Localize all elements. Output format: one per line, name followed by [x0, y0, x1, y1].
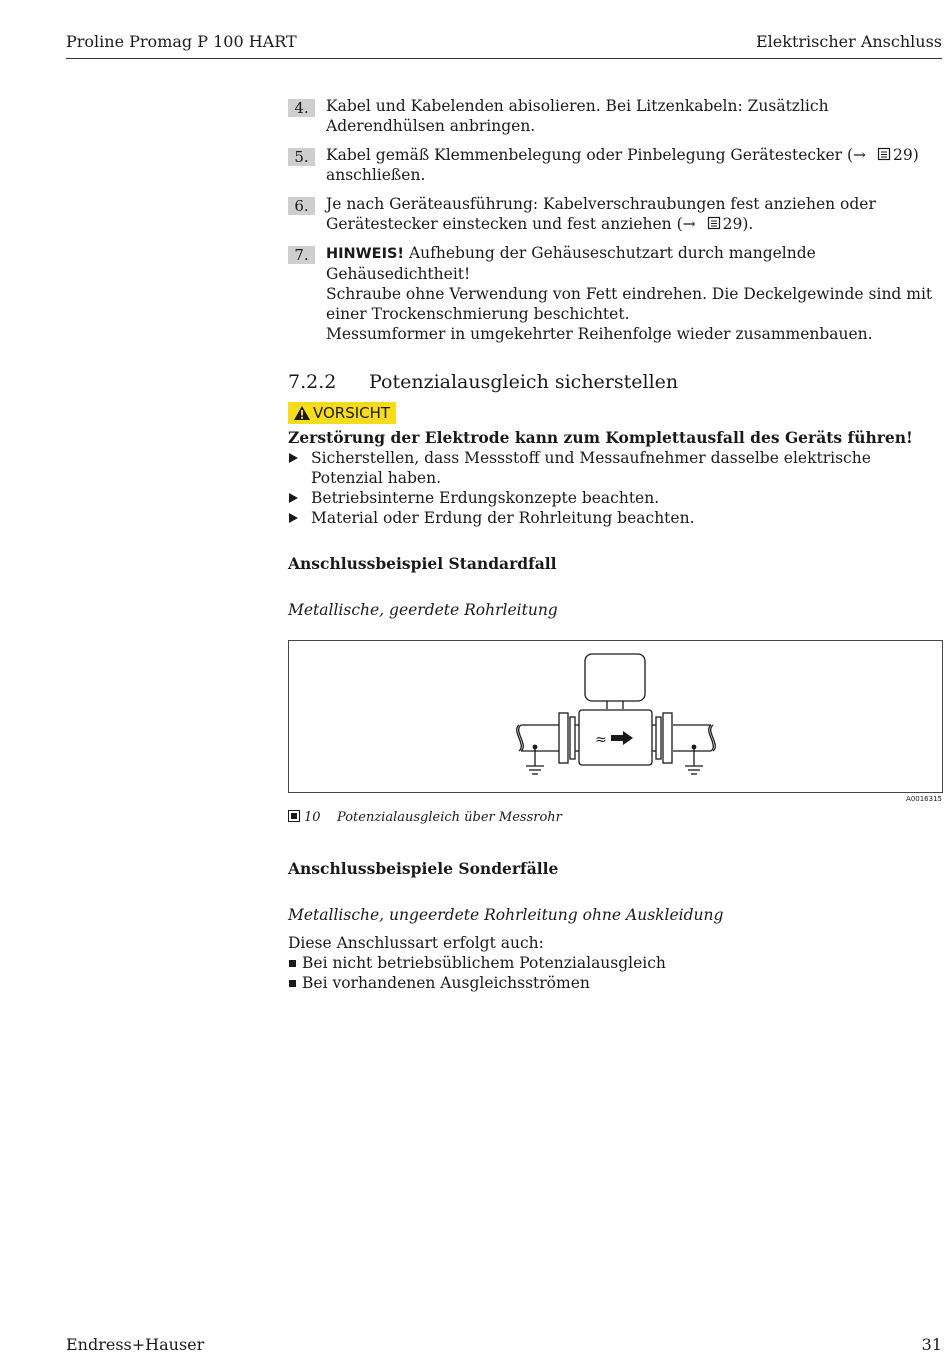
caution-badge: [288, 402, 396, 424]
caution-bullet: Material oder Erdung der Rohrleitung beachten.: [288, 508, 942, 528]
page-reference[interactable]: 29: [722, 215, 743, 233]
bullet-arrow-icon: [289, 453, 298, 463]
step-text: Aufhebung der Gehäuseschutzart durch mangelnde Gehäusedichtheit!: [326, 244, 816, 283]
step-text: Kabel und Kabelenden abisolieren. Bei Litzenkabeln: Zusätzlich Aderendhülsen anbringen.: [326, 97, 829, 135]
figure-caption: [288, 809, 942, 827]
step-7: [288, 243, 942, 344]
caution-label: VORSICHT: [313, 404, 391, 422]
step-number: 7.: [288, 246, 315, 264]
special-heading: Anschlussbeispiele Sonderfälle: [288, 859, 559, 878]
step-5: [288, 145, 942, 185]
step-text-line: Messumformer in umgekehrter Reihenfolge wieder zusammenbauen.: [326, 325, 873, 343]
figure-id: A0016315: [906, 795, 942, 803]
special-intro: Diese Anschlussart erfolgt auch:: [288, 934, 544, 952]
section-title: [288, 370, 942, 394]
page-header: [66, 32, 942, 59]
page-reference[interactable]: 29: [892, 146, 913, 164]
arrow-icon: →: [853, 146, 867, 164]
page-reference-icon[interactable]: [707, 216, 721, 230]
step-4: [288, 96, 942, 136]
square-bullet-icon: [289, 980, 296, 987]
caption-number: 10: [304, 810, 321, 825]
bullet-arrow-icon: [289, 493, 298, 503]
standard-subheading: Metallische, geerdete Rohrleitung: [288, 601, 558, 619]
page-number: 31: [921, 1335, 942, 1354]
step-text: Kabel gemäß Klemmenbelegung oder Pinbelegung Gerätestecker (→ 29) anschließen.: [326, 146, 919, 184]
standard-heading: Anschlussbeispiel Standardfall: [288, 554, 557, 573]
square-bullet-icon: [289, 960, 296, 967]
page-content: [288, 96, 942, 993]
svg-text:≈: ≈: [595, 732, 607, 748]
header-chapter: Elektrischer Anschluss: [755, 32, 942, 51]
header-product: Proline Promag P 100 HART: [66, 32, 297, 51]
step-text: Je nach Geräteausführung: Kabelverschraubungen fest anziehen oder Gerätestecker einstecken und fest anziehen (→ 29).: [326, 195, 876, 233]
notice-label: HINWEIS!: [326, 246, 405, 262]
bullet-arrow-icon: [289, 513, 298, 523]
arrow-icon: →: [682, 215, 696, 233]
step-number: 5.: [288, 148, 315, 166]
step-text-line: Schraube ohne Verwendung von Fett eindrehen. Die Deckelgewinde sind mit einer Trockenschmierung beschichtet.: [326, 285, 933, 323]
step-number: 6.: [288, 197, 315, 215]
caution-bullet: Sicherstellen, dass Messstoff und Messaufnehmer dasselbe elektrische Potenzial haben.: [288, 448, 942, 488]
step-number: 4.: [288, 99, 315, 117]
caution-bullet: Betriebsinterne Erdungskonzepte beachten.: [288, 488, 942, 508]
page-reference-icon[interactable]: [877, 147, 891, 161]
special-subheading: Metallische, ungeerdete Rohrleitung ohne Auskleidung: [288, 906, 724, 924]
step-6: [288, 194, 942, 234]
list-item: Bei vorhandenen Ausgleichsströmen: [288, 973, 942, 993]
figure-icon: [288, 810, 300, 822]
footer-brand: Endress+Hauser: [66, 1335, 205, 1354]
caution-title: Zerstörung der Elektrode kann zum Komplettausfall des Geräts führen!: [288, 428, 913, 447]
warning-icon: [293, 405, 311, 421]
list-item: Bei nicht betriebsüblichem Potenzialausgleich: [288, 953, 942, 973]
section-number: 7.2.2: [288, 371, 337, 393]
pipe-grounding-diagram: [289, 641, 942, 792]
section-heading: Potenzialausgleich sicherstellen: [369, 371, 679, 393]
caption-text: Potenzialausgleich über Messrohr: [337, 810, 562, 825]
figure-frame: [288, 640, 943, 793]
